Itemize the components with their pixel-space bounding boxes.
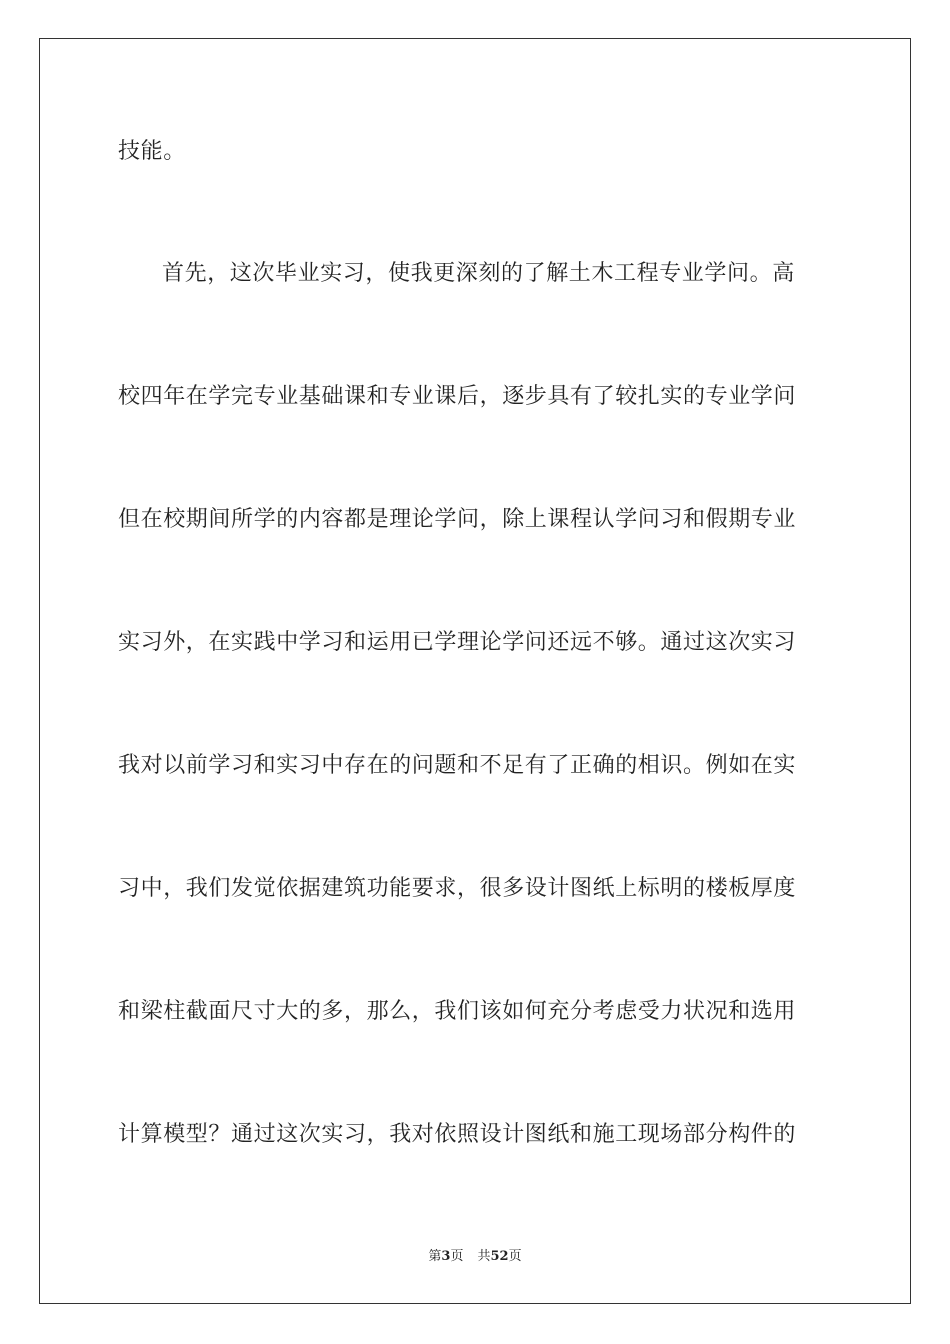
body-text-line: 但在校期间所学的内容都是理论学问，除上课程认学问习和假期专业 (118, 507, 797, 532)
page-suffix: 页 (450, 1249, 464, 1264)
body-text-line: 技能。 (118, 139, 186, 164)
body-text-line: 我对以前学习和实习中存在的问题和不足有了正确的相识。例如在实 (118, 753, 797, 778)
body-text-line: 首先，这次毕业实习，使我更深刻的了解土木工程专业学问。高 (162, 261, 795, 286)
body-text-line: 计算模型？通过这次实习，我对依照设计图纸和施工现场部分构件的 (118, 1122, 797, 1147)
body-text-line: 校四年在学完专业基础课和专业课后，逐步具有了较扎实的专业学问 (118, 384, 797, 409)
total-pages-number: 52 (490, 1249, 509, 1264)
total-suffix: 页 (508, 1249, 522, 1264)
body-text-line: 和梁柱截面尺寸大的多，那么，我们该如何充分考虑受力状况和选用 (118, 999, 797, 1024)
total-prefix: 共 (477, 1249, 491, 1264)
body-text-line: 习中，我们发觉依据建筑功能要求，很多设计图纸上标明的楼板厚度 (118, 876, 797, 901)
page-prefix: 第 (428, 1249, 442, 1264)
current-page-number: 3 (441, 1249, 451, 1264)
body-text-line: 实习外，在实践中学习和运用已学理论学问还远不够。通过这次实习 (118, 630, 797, 655)
page-border (39, 38, 911, 1304)
page-footer (0, 1248, 950, 1266)
